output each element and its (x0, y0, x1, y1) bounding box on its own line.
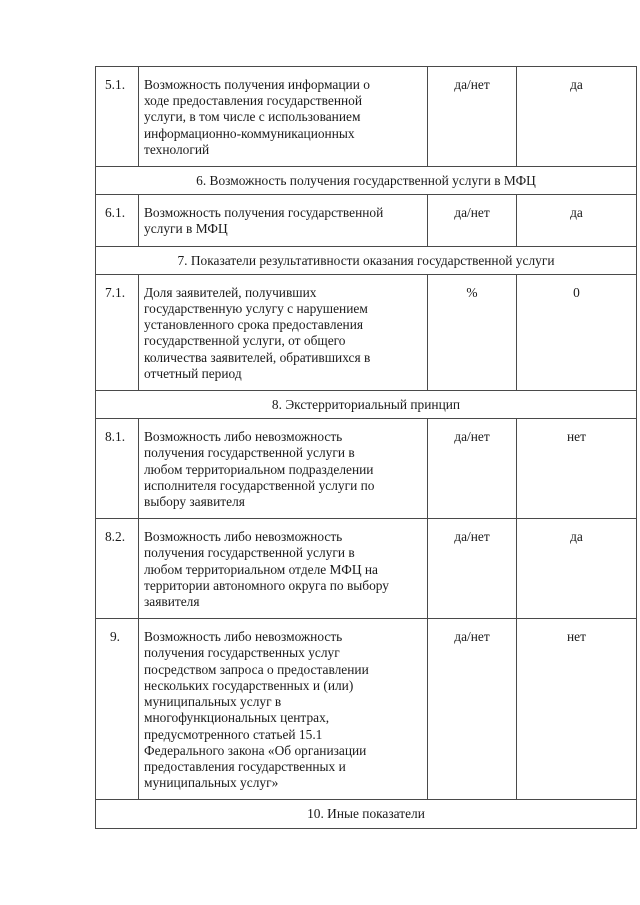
indicator-text: Доля заявителей, получивших государственную услугу с нарушением установленного срока предоставления государственной услуги, от общего количества заявителей, обратившихся в отчетный период (139, 274, 428, 390)
indicators-table (95, 66, 637, 829)
section-title: 8. Экстерриториальный принцип (96, 391, 637, 419)
value-cell: да (517, 195, 637, 246)
unit-cell: да/нет (428, 519, 517, 619)
section-title: 10. Иные показатели (96, 800, 637, 828)
table-row-7-1 (96, 274, 637, 390)
table-row-8-1 (96, 419, 637, 519)
unit-cell: да/нет (428, 67, 517, 167)
unit-cell: да/нет (428, 195, 517, 246)
table-row-6-1 (96, 195, 637, 246)
table-row-5-1 (96, 67, 637, 167)
value-cell: нет (517, 419, 637, 519)
section-title: 7. Показатели результативности оказания государственной услуги (96, 246, 637, 274)
indicator-text: Возможность либо невозможность получения государственной услуги в любом территориальном отделе МФЦ на территории автономного округа по выбору заявителя (139, 519, 428, 619)
value-cell: да (517, 519, 637, 619)
value-cell: 0 (517, 274, 637, 390)
row-number: 8.1. (96, 419, 139, 519)
section-title: 6. Возможность получения государственной услуги в МФЦ (96, 167, 637, 195)
unit-cell: да/нет (428, 619, 517, 800)
row-number: 5.1. (96, 67, 139, 167)
row-number: 7.1. (96, 274, 139, 390)
row-number: 8.2. (96, 519, 139, 619)
value-cell: да (517, 67, 637, 167)
indicator-text: Возможность либо невозможность получения государственной услуги в любом территориальном подразделении исполнителя государственной услуги по выбору заявителя (139, 419, 428, 519)
table-row-9 (96, 619, 637, 800)
table-row-8-2 (96, 519, 637, 619)
value-cell: нет (517, 619, 637, 800)
section-header-10 (96, 800, 637, 828)
unit-cell: да/нет (428, 419, 517, 519)
row-number: 9. (96, 619, 139, 800)
row-number: 6.1. (96, 195, 139, 246)
indicator-text: Возможность получения информации о ходе предоставления государственной услуги, в том числе с использованием информационно-коммуникационных технологий (139, 67, 428, 167)
indicator-text: Возможность получения государственной услуги в МФЦ (139, 195, 428, 246)
section-header-8 (96, 391, 637, 419)
unit-cell: % (428, 274, 517, 390)
section-header-6 (96, 167, 637, 195)
section-header-7 (96, 246, 637, 274)
indicator-text: Возможность либо невозможность получения государственных услуг посредством запроса о предоставлении нескольких государственных и (или) муниципальных услуг в многофункциональных центрах, предусмотренного статьей 15.1 Федерального закона «Об организации предоставления государственных и муниципальных услуг» (139, 619, 428, 800)
